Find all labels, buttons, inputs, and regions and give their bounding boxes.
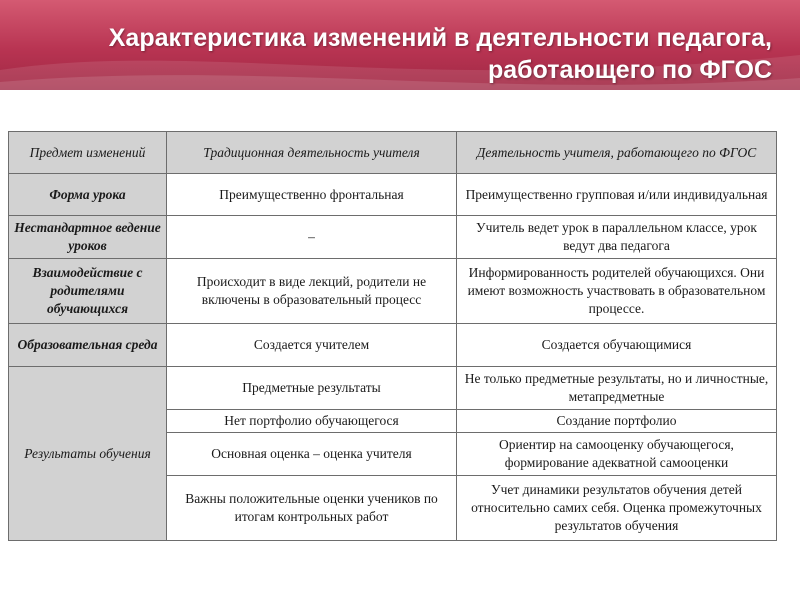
traditional-cell: Создается учителем: [167, 324, 457, 367]
fgos-cell: Информированность родителей обучающихся. Они имеют возможность участвовать в образовательном процессе.: [457, 259, 777, 324]
fgos-cell: Преимущественно групповая и/или индивидуальная: [457, 174, 777, 216]
row-subject-cell: Образовательная среда: [9, 324, 167, 367]
table-row: [9, 216, 777, 259]
table-row: [9, 174, 777, 216]
row-subject-cell: Форма урока: [9, 174, 167, 216]
traditional-cell: Нет портфолио обучающегося: [167, 410, 457, 433]
table-row: [9, 367, 777, 410]
title-banner: [0, 0, 800, 90]
traditional-cell: Основная оценка – оценка учителя: [167, 433, 457, 476]
slide-title-line-1: Характеристика изменений в деятельности педагога,: [108, 24, 772, 52]
traditional-cell: –: [167, 216, 457, 259]
fgos-cell: Учитель ведет урок в параллельном классе, урок ведут два педагога: [457, 216, 777, 259]
fgos-cell: Ориентир на самооценку обучающегося, формирование адекватной самооценки: [457, 433, 777, 476]
row-subject-cell: Нестандартное ведение уроков: [9, 216, 167, 259]
fgos-cell: Создается обучающимися: [457, 324, 777, 367]
column-header-subject: Предмет изменений: [9, 132, 167, 174]
table-row: [9, 259, 777, 324]
traditional-cell: Преимущественно фронтальная: [167, 174, 457, 216]
traditional-cell: Происходит в виде лекций, родители не включены в образовательный процесс: [167, 259, 457, 324]
column-header-fgos: Деятельность учителя, работающего по ФГОС: [457, 132, 777, 174]
fgos-cell: Создание портфолио: [457, 410, 777, 433]
slide-title-line-2: работающего по ФГОС: [487, 56, 772, 84]
table-row: [9, 324, 777, 367]
results-subject-cell: Результаты обучения: [9, 367, 167, 541]
slide-title: [32, 22, 772, 86]
row-subject-cell: Взаимодействие с родителями обучающихся: [9, 259, 167, 324]
traditional-cell: Важны положительные оценки учеников по итогам контрольных работ: [167, 476, 457, 541]
fgos-cell: Учет динамики результатов обучения детей относительно самих себя. Оценка промежуточных результатов обучения: [457, 476, 777, 541]
fgos-cell: Не только предметные результаты, но и личностные, метапредметные: [457, 367, 777, 410]
comparison-table: [8, 131, 777, 541]
traditional-cell: Предметные результаты: [167, 367, 457, 410]
column-header-traditional: Традиционная деятельность учителя: [167, 132, 457, 174]
table-header-row: [9, 132, 777, 174]
